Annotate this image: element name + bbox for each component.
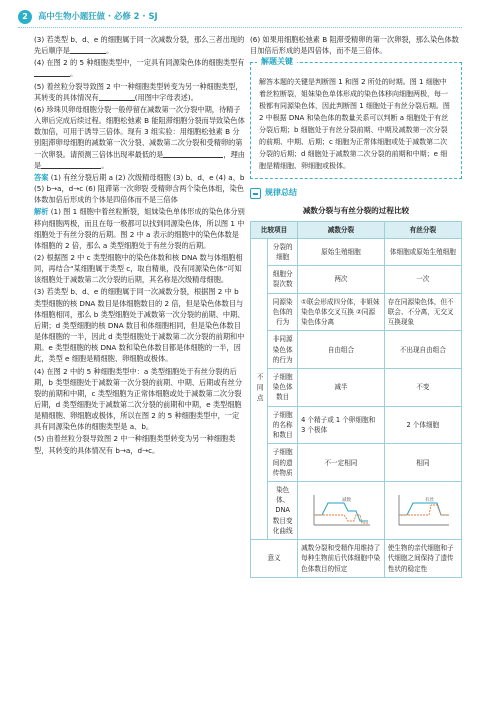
- row-item: 子细胞间的遗传物质: [268, 444, 298, 482]
- row-item: 分裂的细胞: [268, 238, 298, 265]
- row-mitosis: 相同: [384, 444, 461, 482]
- table-row: [251, 266, 462, 293]
- table-row: [251, 238, 462, 265]
- question-6: (6) 珍珠贝卵母细胞分裂一般停留在减数第一次分裂中期，待精子入卵后完成后续过程。细胞松弛素 B 能阻滞细胞分裂而导致染色体数加倍，可用于诱导三倍体。现有 3 组实验：用细胞松弛素 B 分别阻滞卵母细胞的减数第一次分裂、减数第二次分裂和受精卵的第一次卵裂。请预测三倍体出现率最低的是 ，理由是 。: [34, 104, 245, 170]
- row-meiosis: 原始生殖细胞: [298, 238, 385, 265]
- row-meiosis: 两次: [298, 266, 385, 293]
- row-mitosis: 使生物的亲代细胞和子代细胞之间保持了遗传性状的稳定性: [384, 540, 461, 578]
- page-header: [0, 0, 480, 26]
- meiosis-chart-label: 减数: [341, 497, 351, 503]
- row-item: 非同源染色体的行为: [268, 331, 298, 369]
- row-item: 意义: [251, 540, 298, 578]
- key-points-text: 解答本题的关键是判断图 1 和图 2 所处的时期。图 1 细胞中着丝粒断裂，姐妹染色单体形成的染色体移向细胞两极，每一极都有同源染色体，因此判断图 1 细胞处于有丝分裂后期。图 2 中根据 DNA 和染色体的数量关系可以判断 a 细胞处于有丝分裂后期；b 细胞处于有丝分裂前期、中期及减数第一次分裂的前期、中期、后期；c 细胞为正常体细胞或处于减数第二次分裂的后期；d 细胞处于减数第二次分裂的前期和中期；e 细胞是精细胞、卵细胞或极体。: [259, 78, 450, 170]
- mitosis-curve-chart: [395, 493, 451, 529]
- row-item: 子细胞的名称和数目: [268, 406, 298, 444]
- page-number-badge: 2: [18, 10, 32, 24]
- row-item: 子细胞染色体数目: [268, 369, 298, 407]
- answer-block: [34, 172, 246, 205]
- table-title: 减数分裂与有丝分裂的过程比较: [302, 205, 410, 215]
- row-meiosis: 不一定相同: [298, 444, 385, 482]
- table-header-row: [251, 221, 462, 238]
- row-meiosis: 自由组合: [298, 331, 385, 369]
- row-mitosis: 不变: [384, 369, 461, 407]
- row-mitosis: 不出现自由组合: [384, 331, 461, 369]
- meiosis-curve-cell: [298, 481, 385, 539]
- answer-blank: [34, 69, 70, 77]
- mitosis-chart-label: 有丝: [424, 497, 434, 503]
- analysis-2: (2) 根据图 2 中 c 类型细胞中的染色体数和核 DNA 数与体细胞相同，再结合“某细胞属于类型 c，取自精巢，没有同源染色体”可知该细胞处于减数第二次分裂的后期，其名称是次级精母细胞。: [34, 252, 243, 285]
- table-row: [251, 481, 462, 539]
- answer-text: (1) 有丝分裂后期 a (2) 次级精母细胞 (3) b、d、e (4) a、b (5) b→a，d→c (6) 阻滞第一次卵裂 受精卵含两个染色体组，染色体数加倍后形成的个体是四倍体而不是三倍体: [34, 172, 245, 205]
- row-meiosis: 4 个精子或 1 个卵细胞和 3 个极体: [298, 406, 385, 444]
- answer-blank: [70, 46, 106, 54]
- question-3: (3) 若类型 b、d、e 的细胞属于同一次减数分裂，那么三者出现的先后顺序是 。: [34, 35, 245, 56]
- table-row: [251, 540, 462, 578]
- analysis-1: 解析 (1) 图 1 细胞中着丝粒断裂，姐妹染色单体形成的染色体分别移向细胞两极，而且在每一极都可以找到同源染色体，所以图 1 中细胞处于有丝分裂的后期。图 2 中 a 表示的细胞中的染色体数是体细胞的 2 倍，那么 a 类型细胞处于有丝分裂的后期。: [34, 207, 245, 250]
- row-mitosis: 体细胞或原始生殖细胞: [384, 238, 461, 265]
- side-label: 不同点: [251, 238, 268, 539]
- key-points-box: [250, 57, 462, 179]
- question-4: (4) 在图 2 的 5 种细胞类型中，一定具有同源染色体的细胞类型有。: [34, 58, 245, 79]
- dna-curve: [314, 503, 368, 521]
- row-mitosis: 一次: [384, 266, 461, 293]
- row-item: 染色体、DNA 数目变化曲线: [268, 481, 298, 539]
- table-row: [251, 293, 462, 331]
- answer-blank: [41, 161, 101, 169]
- header-mitosis: 有丝分裂: [384, 221, 461, 238]
- header-divider: [18, 27, 462, 28]
- answer-blank: [163, 150, 223, 158]
- table-row: [251, 406, 462, 444]
- table-row: [251, 444, 462, 482]
- row-meiosis: 减数分裂和受精作用维持了每种生物前后代体细胞中染色体数目的恒定: [298, 540, 385, 578]
- table-row: [251, 331, 462, 369]
- header-item: 比较项目: [251, 221, 298, 238]
- analysis-6: (6) 如果用细胞松弛素 B 阻滞受精卵的第一次卵裂，那么染色体数目加倍后形成的是四倍体，而不是三倍体。: [250, 35, 459, 56]
- right-column: [250, 34, 462, 578]
- table-row: [251, 369, 462, 407]
- comparison-table: [250, 221, 462, 578]
- analysis-4: (4) 在图 2 中的 5 种细胞类型中：a 类型细胞处于有丝分裂的后期，b 类型细胞处于减数第一次分裂的前期、中期、后期或有丝分裂的前期和中期，c 类型细胞为正常体细胞或处于减数第二次分裂后期，d 类型细胞处于减数第二次分裂的前期和中期，e 类型细胞是精细胞、卵细胞或极体，所以在图 2 的 5 种细胞类型中，一定具有同源染色体的细胞类型是 a、b。: [34, 366, 243, 432]
- summary-heading: [250, 187, 462, 199]
- question-5: (5) 着丝粒分裂导致图 2 中一种细胞类型转变为另一种细胞类型，其转变的具体情况有 (用图中字母表述)。: [34, 81, 243, 102]
- row-meiosis: 减半: [298, 369, 385, 407]
- book-title: 高中生物小题狂做 · 必修 2 · SJ: [38, 11, 158, 21]
- row-mitosis: 2 个体细胞: [384, 406, 461, 444]
- mitosis-curve-cell: [384, 481, 461, 539]
- row-item: 细胞分裂次数: [268, 266, 298, 293]
- meiosis-curve-chart: [310, 493, 372, 529]
- summary-label: 规律总结: [265, 188, 297, 198]
- left-column: [34, 34, 246, 457]
- answer-label: 答案: [34, 172, 49, 182]
- chromosome-curve: [399, 505, 449, 515]
- chromosome-curve: [314, 515, 368, 523]
- row-item: 同源染色体的行为: [268, 293, 298, 331]
- dna-curve: [399, 503, 449, 515]
- row-meiosis: ①联会形成四分体，非姐妹染色单体交叉互换 ②同源染色体分离: [298, 293, 385, 331]
- row-mitosis: 存在同源染色体，但不联会、不分离，无交叉互换现象: [384, 293, 461, 331]
- summary-icon: [250, 188, 261, 199]
- key-points-tag: 解题关键: [257, 56, 297, 68]
- analysis-label: 解析: [34, 207, 49, 217]
- analysis-3: (3) 若类型 b、d、e 的细胞属于同一次减数分裂，根据图 2 中 b 类型细胞的核 DNA 数目是体细胞数目的 2 倍，但是染色体数目与体细胞相同，那么 b 类型细胞处于减数第一次分裂的前期、中期、后期；d 类型细胞的核 DNA 数目和体细胞相同，但是染色体数目是体细胞的一半，因此 d 类型细胞处于减数第二次分裂的前期和中期。e 类型细胞的核 DNA 数和染色体数目都是体细胞的一半，因此，类型 e 细胞是精细胞、卵细胞或极体。: [34, 287, 245, 364]
- answer-blank: [99, 93, 135, 101]
- header-meiosis: 减数分裂: [298, 221, 385, 238]
- analysis-5: (5) 由着丝粒分裂导致图 2 中一种细胞类型转变为另一种细胞类型，其转变的具体情况有 b→a，d→c。: [34, 434, 236, 455]
